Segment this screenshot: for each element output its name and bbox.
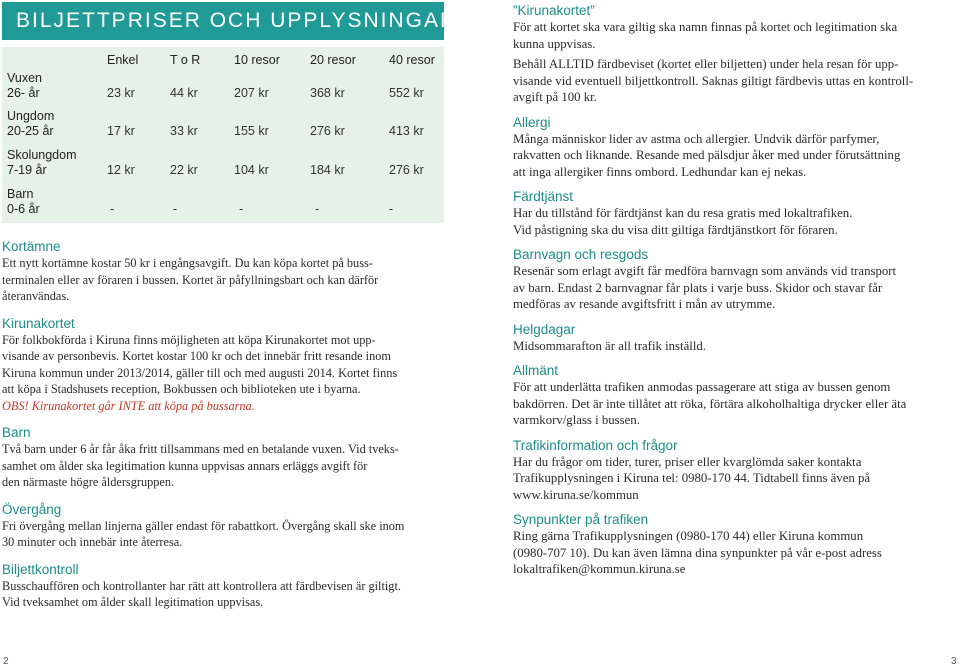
section-heading: ”Kirunakortet” bbox=[513, 3, 595, 18]
section-kortamne bbox=[2, 238, 442, 305]
body-line: För folkbokförda i Kiruna finns möjligheten att köpa Kirunakortet mot upp- bbox=[2, 332, 376, 347]
body-line: Ett nytt kortämne kostar 50 kr i engångsavgift. Du kan köpa kortet på buss- bbox=[2, 256, 373, 270]
section-barnvagn bbox=[513, 246, 933, 313]
section-heading: Biljettkontroll bbox=[2, 561, 79, 577]
body-line: att inga allergiker finns ombord. Ledhundar kan ej nekas. bbox=[513, 164, 807, 179]
body-line: avgift på 100 kr. bbox=[513, 90, 597, 104]
column-header: T o R bbox=[170, 53, 201, 67]
section-heading: Trafikinformation och frågor bbox=[513, 437, 678, 453]
column-header: 20 resor bbox=[310, 53, 356, 67]
body-line: 30 minuter och innebär inte återresa. bbox=[2, 535, 183, 549]
price-cell: 207 kr bbox=[234, 86, 269, 100]
section-heading: Kortämne bbox=[2, 239, 61, 254]
section-heading: Allergi bbox=[513, 114, 551, 130]
row-label-age: 0-6 år bbox=[7, 202, 40, 216]
body-line: För att underlätta trafiken anmodas passagerare att stiga av bussen genom bbox=[513, 380, 891, 394]
body-line: Trafikupplysningen i Kiruna tel: 0980-170 44. Tidtabell finns även på bbox=[513, 471, 871, 485]
body-line: visande vid eventuell biljettkontroll. Saknas giltigt färdbevis uttas en kontroll- bbox=[513, 73, 914, 88]
row-label-age: 7-19 år bbox=[7, 163, 47, 177]
section-heading: Helgdagar bbox=[513, 321, 576, 337]
body-line: Har du tillstånd för färdtjänst kan du resa gratis med lokaltrafiken. bbox=[513, 206, 853, 220]
section-fardtjanst bbox=[513, 188, 933, 238]
body-line: att köpa i Stadshusets reception, Bokbussen och biblioteken ute i byarna. bbox=[2, 382, 361, 396]
section-kirunakortet bbox=[2, 315, 442, 415]
section-overgang bbox=[2, 501, 442, 551]
price-cell: - bbox=[239, 202, 244, 216]
section-kirunakortet-info bbox=[513, 2, 933, 106]
section-allergi bbox=[513, 114, 933, 181]
row-label: Skolungdom bbox=[7, 148, 77, 162]
body-line: Fri övergång mellan linjerna gäller endast för rabattkort. Övergång skall ske inom bbox=[2, 518, 405, 533]
section-heading: Kirunakortet bbox=[2, 315, 75, 331]
row-label: Barn bbox=[7, 187, 34, 201]
price-cell: - bbox=[315, 202, 320, 216]
section-heading: Barn bbox=[2, 425, 31, 440]
body-line: Vid påstigning ska du visa ditt giltiga färdtjänstkort för föraren. bbox=[513, 222, 838, 237]
section-allmant bbox=[513, 362, 933, 429]
row-label: Ungdom bbox=[7, 109, 55, 123]
body-line: terminalen eller av föraren i bussen. Kortet är påfyllningsbart och kan därför bbox=[2, 272, 379, 287]
warning-note: OBS! Kirunakortet går INTE att köpa på bussarna. bbox=[2, 398, 255, 413]
price-cell: 33 kr bbox=[170, 124, 198, 138]
price-cell: 104 kr bbox=[234, 163, 269, 177]
column-header: 10 resor bbox=[234, 53, 280, 67]
page-number-right: 3 bbox=[951, 656, 957, 667]
price-cell: - bbox=[173, 202, 178, 216]
price-cell: 17 kr bbox=[107, 124, 135, 138]
price-cell: 44 kr bbox=[170, 86, 198, 100]
body-line: visande av personbevis. Kortet kostar 100 kr och det innebär fritt resande inom bbox=[2, 349, 391, 363]
price-cell: - bbox=[110, 202, 115, 216]
section-helgdagar bbox=[513, 321, 933, 355]
section-heading: Synpunkter på trafiken bbox=[513, 512, 649, 527]
column-header: Enkel bbox=[107, 53, 139, 67]
row-label-age: 26- år bbox=[7, 86, 40, 100]
left-column bbox=[2, 238, 442, 611]
price-cell: - bbox=[389, 202, 394, 216]
price-cell: 276 kr bbox=[389, 163, 424, 177]
section-biljettkontroll bbox=[2, 561, 442, 611]
section-heading: Färdtjänst bbox=[513, 189, 574, 204]
body-line: samhet om ålder ska legitimation kunna uppvisas annars erläggs avgift för bbox=[2, 458, 368, 473]
section-heading: Barnvagn och resgods bbox=[513, 247, 649, 262]
body-line: bakdörren. Det är inte tillåtet att röka, förtära alkoholhaltiga drycker eller äta bbox=[513, 396, 907, 411]
price-cell: 22 kr bbox=[170, 163, 198, 177]
body-line: rakvatten och liknande. Resande med pälsdjur åker med under förutsättning bbox=[513, 148, 901, 162]
body-line: medföras av resande avgiftsfritt i mån av utrymme. bbox=[513, 297, 776, 311]
email-link[interactable]: lokaltrafiken@kommun.kiruna.se bbox=[513, 562, 686, 576]
price-cell: 155 kr bbox=[234, 124, 269, 138]
body-line: Har du frågor om tider, turer, priser eller kvarglömda saker kontakta bbox=[513, 454, 862, 469]
body-line: återanvändas. bbox=[2, 289, 70, 303]
body-line: av barn. Endast 2 barnvagnar får plats i varje buss. Skidor och stavar får bbox=[513, 280, 883, 295]
section-trafikinformation bbox=[513, 437, 933, 504]
price-cell: 184 kr bbox=[310, 163, 345, 177]
body-line: den närmaste högre åldersgruppen. bbox=[2, 475, 175, 489]
body-line: kunna uppvisas. bbox=[513, 36, 596, 51]
price-cell: 23 kr bbox=[107, 86, 135, 100]
body-line: Två barn under 6 år får åka fritt tillsammans med en betalande vuxen. Vid tveks- bbox=[2, 442, 399, 456]
page-title: BILJETTPRISER OCH UPPLYSNINGAR bbox=[2, 2, 444, 40]
section-barn bbox=[2, 424, 442, 491]
column-header: 40 resor bbox=[389, 53, 435, 67]
price-cell: 552 kr bbox=[389, 86, 424, 100]
row-label: Vuxen bbox=[7, 71, 42, 85]
section-heading: Allmänt bbox=[513, 363, 559, 378]
body-line: varmkorv/glass i bussen. bbox=[513, 413, 640, 427]
price-cell: 368 kr bbox=[310, 86, 345, 100]
price-cell: 413 kr bbox=[389, 124, 424, 138]
price-cell: 12 kr bbox=[107, 163, 135, 177]
body-line: Busschauffören och kontrollanter har rätt att kontrollera att färdbevisen är giltigt. bbox=[2, 578, 401, 593]
body-line: Vid tveksamhet om ålder skall legitimation uppvisas. bbox=[2, 595, 264, 609]
price-table bbox=[2, 47, 444, 223]
body-line: Kiruna kommun under 2013/2014, gäller till och med augusti 2014. Kortet finns bbox=[2, 365, 398, 380]
row-label-age: 20-25 år bbox=[7, 124, 54, 138]
right-column bbox=[513, 2, 933, 578]
price-cell: 276 kr bbox=[310, 124, 345, 138]
body-line: Midsommarafton är all trafik inställd. bbox=[513, 338, 706, 353]
body-line: Många människor lider av astma och allergier. Undvik därför parfymer, bbox=[513, 131, 880, 146]
body-line: För att kortet ska vara giltig ska namn finnas på kortet och legitimation ska bbox=[513, 20, 898, 34]
page-number-left: 2 bbox=[3, 656, 9, 667]
section-synpunkter bbox=[513, 511, 933, 578]
body-line: Ring gärna Trafikupplysningen (0980-170 44) eller Kiruna kommun bbox=[513, 529, 864, 543]
section-heading: Övergång bbox=[2, 501, 62, 517]
body-line: Behåll ALLTID färdbeviset (kortet eller biljetten) under hela resan för upp- bbox=[513, 57, 899, 71]
website-link[interactable]: www.kiruna.se/kommun bbox=[513, 487, 639, 502]
body-line: (0980-707 10). Du kan även lämna dina synpunkter på vår e-post adress bbox=[513, 545, 882, 560]
body-line: Resenär som erlagt avgift får medföra barnvagn som används vid transport bbox=[513, 264, 897, 278]
